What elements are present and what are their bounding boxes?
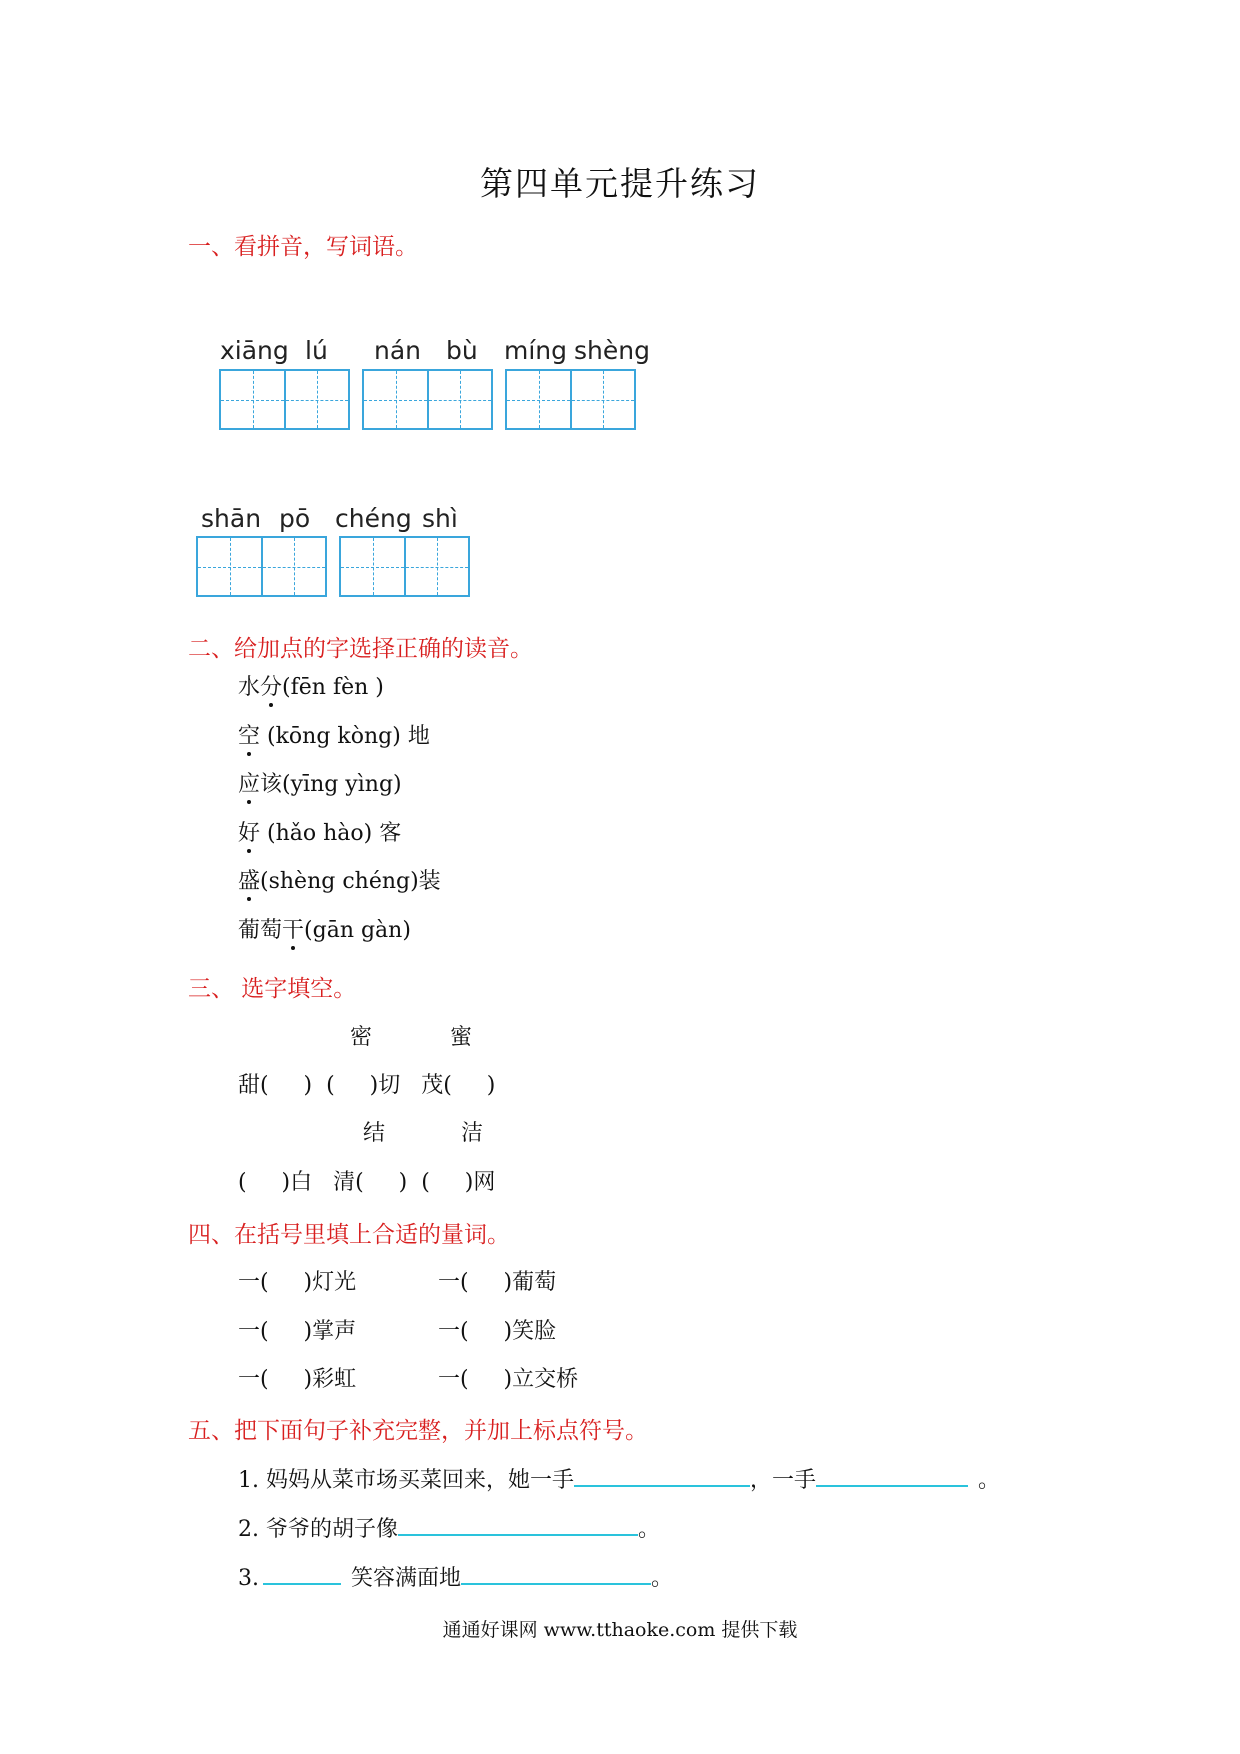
pinyin: lú: [305, 336, 328, 365]
section-2-heading: 二、给加点的字选择正确的读音。: [188, 636, 533, 662]
pinyin: chéng: [335, 504, 412, 533]
reading-choice-row: 水分(fēn fèn ): [238, 670, 384, 701]
sentence-1: 1. 妈妈从菜市场买菜回来，她一手 ，一手 。: [238, 1461, 1000, 1494]
option-char: 密: [350, 1025, 373, 1050]
option-char: 结: [363, 1121, 386, 1146]
dotted-char: 应: [238, 767, 260, 798]
pinyin: shì: [422, 504, 458, 533]
dotted-char: 分: [260, 670, 282, 701]
tianzige-box[interactable]: [219, 369, 350, 430]
pinyin: bù: [446, 336, 478, 365]
section-5-heading: 五、把下面句子补充完整，并加上标点符号。: [188, 1418, 648, 1444]
section-1-heading: 一、看拼音，写词语。: [188, 234, 418, 260]
answer-blank[interactable]: [263, 1559, 341, 1585]
fill-line[interactable]: ( )白 清( ) ( )网: [238, 1170, 496, 1195]
sentence-2: 2. 爷爷的胡子像 。: [238, 1510, 660, 1543]
dotted-char: 好: [238, 816, 260, 847]
answer-blank[interactable]: [398, 1510, 638, 1536]
pinyin: nán: [374, 336, 422, 365]
dotted-char: 空: [238, 719, 260, 750]
section-3-heading: 三、 选字填空。: [188, 976, 357, 1002]
sentence-3: 3. 笑容满面地 。: [238, 1559, 673, 1592]
measure-word-item[interactable]: 一( )笑脸: [438, 1319, 557, 1344]
answer-blank[interactable]: [574, 1461, 750, 1487]
reading-choice-row: 好 (hǎo hào) 客: [238, 816, 401, 847]
tianzige-box[interactable]: [362, 369, 493, 430]
footer-source: 通通好课网 www.tthaoke.com 提供下载: [442, 1619, 798, 1641]
pinyin: míng: [504, 336, 568, 365]
measure-word-item[interactable]: 一( )掌声: [238, 1319, 357, 1344]
fill-line[interactable]: 甜( ) ( )切 茂( ): [238, 1073, 496, 1098]
reading-choice-row: 应该(yīng yìng): [238, 767, 402, 798]
measure-word-item[interactable]: 一( )灯光: [238, 1270, 357, 1295]
page-title: 第四单元提升练习: [480, 164, 760, 203]
reading-choice-row: 盛(shèng chéng)装: [238, 864, 441, 895]
answer-blank[interactable]: [816, 1461, 968, 1487]
reading-choice-row: 空 (kōng kòng) 地: [238, 719, 430, 750]
pinyin: shān: [201, 504, 262, 533]
tianzige-box[interactable]: [505, 369, 636, 430]
measure-word-item[interactable]: 一( )立交桥: [438, 1367, 579, 1392]
option-char: 洁: [461, 1121, 484, 1146]
dotted-char: 盛: [238, 864, 260, 895]
dotted-char: 干: [282, 913, 304, 944]
answer-blank[interactable]: [461, 1559, 651, 1585]
section-4-heading: 四、在括号里填上合适的量词。: [188, 1222, 510, 1248]
tianzige-box[interactable]: [339, 536, 470, 597]
measure-word-item[interactable]: 一( )葡萄: [438, 1270, 557, 1295]
pinyin: pō: [279, 504, 311, 533]
reading-choice-row: 葡萄干(gān gàn): [238, 913, 411, 944]
option-char: 蜜: [450, 1025, 473, 1050]
tianzige-box[interactable]: [196, 536, 327, 597]
measure-word-item[interactable]: 一( )彩虹: [238, 1367, 357, 1392]
pinyin: xiāng: [220, 336, 289, 365]
pinyin: shèng: [574, 336, 650, 365]
